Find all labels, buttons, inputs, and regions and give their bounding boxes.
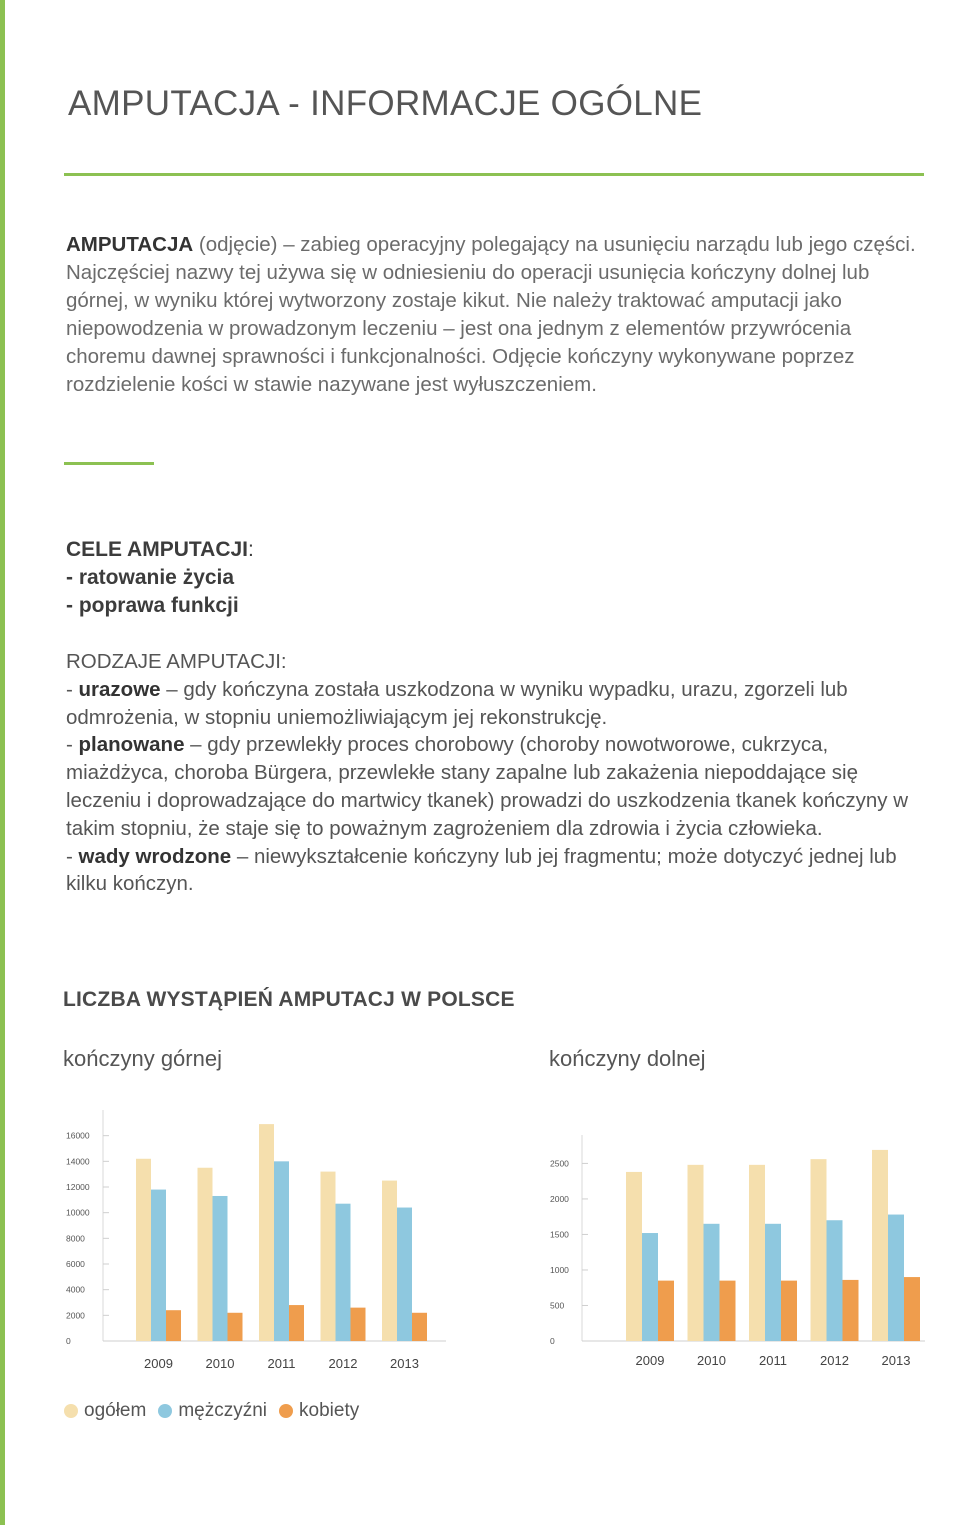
y-tick-label: 2500 bbox=[550, 1158, 569, 1169]
x-tick-label: 2009 bbox=[635, 1353, 665, 1368]
bar-2010-mężczyźni bbox=[704, 1224, 720, 1341]
y-tick-label: 16000 bbox=[66, 1130, 90, 1141]
type-term: planowane bbox=[78, 733, 185, 757]
x-tick-label: 2010 bbox=[205, 1356, 235, 1371]
goals-heading: CELE AMPUTACJI bbox=[66, 538, 249, 561]
y-tick-label: 4000 bbox=[66, 1284, 85, 1295]
x-tick-label: 2013 bbox=[881, 1353, 911, 1368]
type-item-urazowe bbox=[66, 676, 926, 732]
bar-2012-ogółem bbox=[321, 1172, 336, 1341]
legend-swatch bbox=[64, 1404, 78, 1418]
legend-item-total bbox=[64, 1400, 146, 1422]
bar-2012-mężczyźni bbox=[827, 1220, 843, 1341]
bar-2011-mężczyźni bbox=[765, 1224, 781, 1341]
upper-limb-chart bbox=[60, 1100, 460, 1380]
goals-block bbox=[66, 536, 254, 620]
x-tick-label: 2013 bbox=[390, 1356, 419, 1371]
legend-label: kobiety bbox=[299, 1400, 360, 1421]
intro-text: (odjęcie) – zabieg operacyjny polegający na usunięciu narządu lub jego części. Najczęściej nazwy tej używa się w odniesieniu do operacji usunięcia kończyny dolnej lub górnej, w wyniku której wytworzony zostaje kikut. Nie należy traktować amputacji jako niepowodzenia w prowadzonym leczeniu – jest ona jednym z elementów przywrócenia choremu dawnej sprawności i funkcjonalności. Odjęcie kończyny wykonywane poprzez rozdzielenie kości w stawie nazywane jest wyłuszczeniem. bbox=[66, 233, 916, 396]
legend-label: ogółem bbox=[84, 1400, 147, 1421]
bar-2013-kobiety bbox=[904, 1277, 920, 1341]
bar-2010-ogółem bbox=[198, 1168, 213, 1341]
type-text: – gdy kończyna została uszkodzona w wyniku wypadku, urazu, zgorzeli lub odmrożenia, w stopniu uniemożliwiającym jej rekonstrukcję. bbox=[66, 677, 848, 729]
bar-2011-kobiety bbox=[289, 1305, 304, 1341]
legend-swatch bbox=[158, 1404, 172, 1418]
y-tick-label: 6000 bbox=[66, 1259, 85, 1269]
title-divider bbox=[64, 173, 924, 176]
type-prefix: - bbox=[66, 733, 79, 757]
bar-2011-kobiety bbox=[781, 1281, 797, 1341]
bar-2010-kobiety bbox=[228, 1313, 243, 1341]
bar-2012-mężczyźni bbox=[336, 1204, 351, 1341]
goal-item: - ratowanie życia bbox=[66, 566, 235, 589]
bar-2013-mężczyźni bbox=[888, 1215, 904, 1341]
x-tick-label: 2011 bbox=[759, 1353, 787, 1368]
types-block bbox=[66, 648, 926, 898]
y-tick-label: 2000 bbox=[66, 1310, 85, 1321]
stats-title: LICZBA WYSTĄPIEŃ AMPUTACJ W POLSCE bbox=[63, 988, 515, 1011]
bar-2009-kobiety bbox=[166, 1310, 181, 1341]
legend-item-men bbox=[158, 1400, 267, 1422]
y-tick-label: 12000 bbox=[66, 1182, 90, 1192]
types-heading: RODZAJE AMPUTACJI: bbox=[66, 650, 287, 673]
y-tick-label: 14000 bbox=[66, 1156, 90, 1167]
y-tick-label: 2000 bbox=[550, 1193, 569, 1204]
y-tick-label: 0 bbox=[550, 1336, 555, 1346]
bar-2009-kobiety bbox=[658, 1281, 674, 1341]
y-tick-label: 8000 bbox=[66, 1233, 85, 1244]
x-tick-label: 2009 bbox=[144, 1356, 173, 1371]
bar-2009-ogółem bbox=[136, 1159, 151, 1341]
bar-2009-ogółem bbox=[626, 1172, 642, 1341]
bar-2009-mężczyźni bbox=[151, 1190, 166, 1341]
bar-2013-ogółem bbox=[382, 1181, 397, 1341]
type-text: – niewykształcenie kończyny lub jej fragmentu; może dotyczyć jednej lub kilku kończyn. bbox=[66, 844, 897, 896]
intro-paragraph bbox=[66, 231, 926, 399]
lower-limb-label: kończyny dolnej bbox=[549, 1046, 706, 1071]
legend-swatch bbox=[279, 1404, 293, 1418]
x-tick-label: 2012 bbox=[820, 1353, 849, 1368]
intro-term: AMPUTACJA bbox=[66, 233, 194, 256]
upper-limb-label: kończyny górnej bbox=[63, 1046, 222, 1071]
legend-label: mężczyźni bbox=[178, 1400, 268, 1421]
bar-2012-ogółem bbox=[811, 1159, 827, 1341]
goal-item: - poprawa funkcji bbox=[66, 594, 239, 617]
bar-2013-kobiety bbox=[412, 1313, 427, 1341]
type-item-planowane bbox=[66, 731, 926, 842]
y-tick-label: 500 bbox=[550, 1300, 565, 1311]
y-tick-label: 10000 bbox=[66, 1207, 90, 1218]
type-item-wady-wrodzone bbox=[66, 843, 926, 899]
bar-2010-kobiety bbox=[720, 1281, 736, 1341]
type-prefix: - bbox=[66, 677, 79, 701]
bar-2012-kobiety bbox=[843, 1280, 859, 1341]
y-tick-label: 0 bbox=[66, 1336, 71, 1346]
page-title: AMPUTACJA - INFORMACJE OGÓLNE bbox=[68, 84, 703, 123]
lower-limb-chart bbox=[545, 1100, 945, 1380]
chart-legend bbox=[64, 1400, 371, 1422]
x-tick-label: 2010 bbox=[697, 1353, 726, 1368]
section-divider bbox=[64, 462, 154, 465]
bar-2011-ogółem bbox=[259, 1124, 274, 1341]
goals-colon: : bbox=[248, 538, 254, 561]
bar-2013-mężczyźni bbox=[397, 1208, 412, 1341]
x-tick-label: 2011 bbox=[267, 1356, 296, 1371]
type-text: – gdy przewlekły proces chorobowy (choroby nowotworowe, cukrzyca, miażdżyca, choroba Bürgera, przewlekłe stany zapalne lub zakażenia niepoddające się leczeniu i doprowadzające do martwicy tkanek) prowadzi do uszkodzenia tkanek kończyny w takim stopniu, że staje się to poważnym zagrożeniem dla zdrowia i życia człowieka. bbox=[66, 733, 909, 840]
bar-2010-ogółem bbox=[688, 1165, 704, 1341]
type-term: wady wrodzone bbox=[78, 844, 232, 868]
y-tick-label: 1000 bbox=[550, 1264, 569, 1275]
bar-2010-mężczyźni bbox=[213, 1196, 228, 1341]
type-term: urazowe bbox=[78, 677, 161, 701]
bar-2009-mężczyźni bbox=[642, 1233, 658, 1341]
bar-2013-ogółem bbox=[872, 1150, 888, 1341]
legend-item-women bbox=[279, 1400, 359, 1422]
bar-2011-mężczyźni bbox=[274, 1161, 289, 1341]
bar-2011-ogółem bbox=[749, 1165, 765, 1341]
y-tick-label: 1500 bbox=[550, 1229, 569, 1240]
x-tick-label: 2012 bbox=[328, 1356, 358, 1371]
left-accent-bar bbox=[0, 0, 5, 1525]
bar-2012-kobiety bbox=[351, 1308, 366, 1341]
type-prefix: - bbox=[66, 844, 79, 868]
